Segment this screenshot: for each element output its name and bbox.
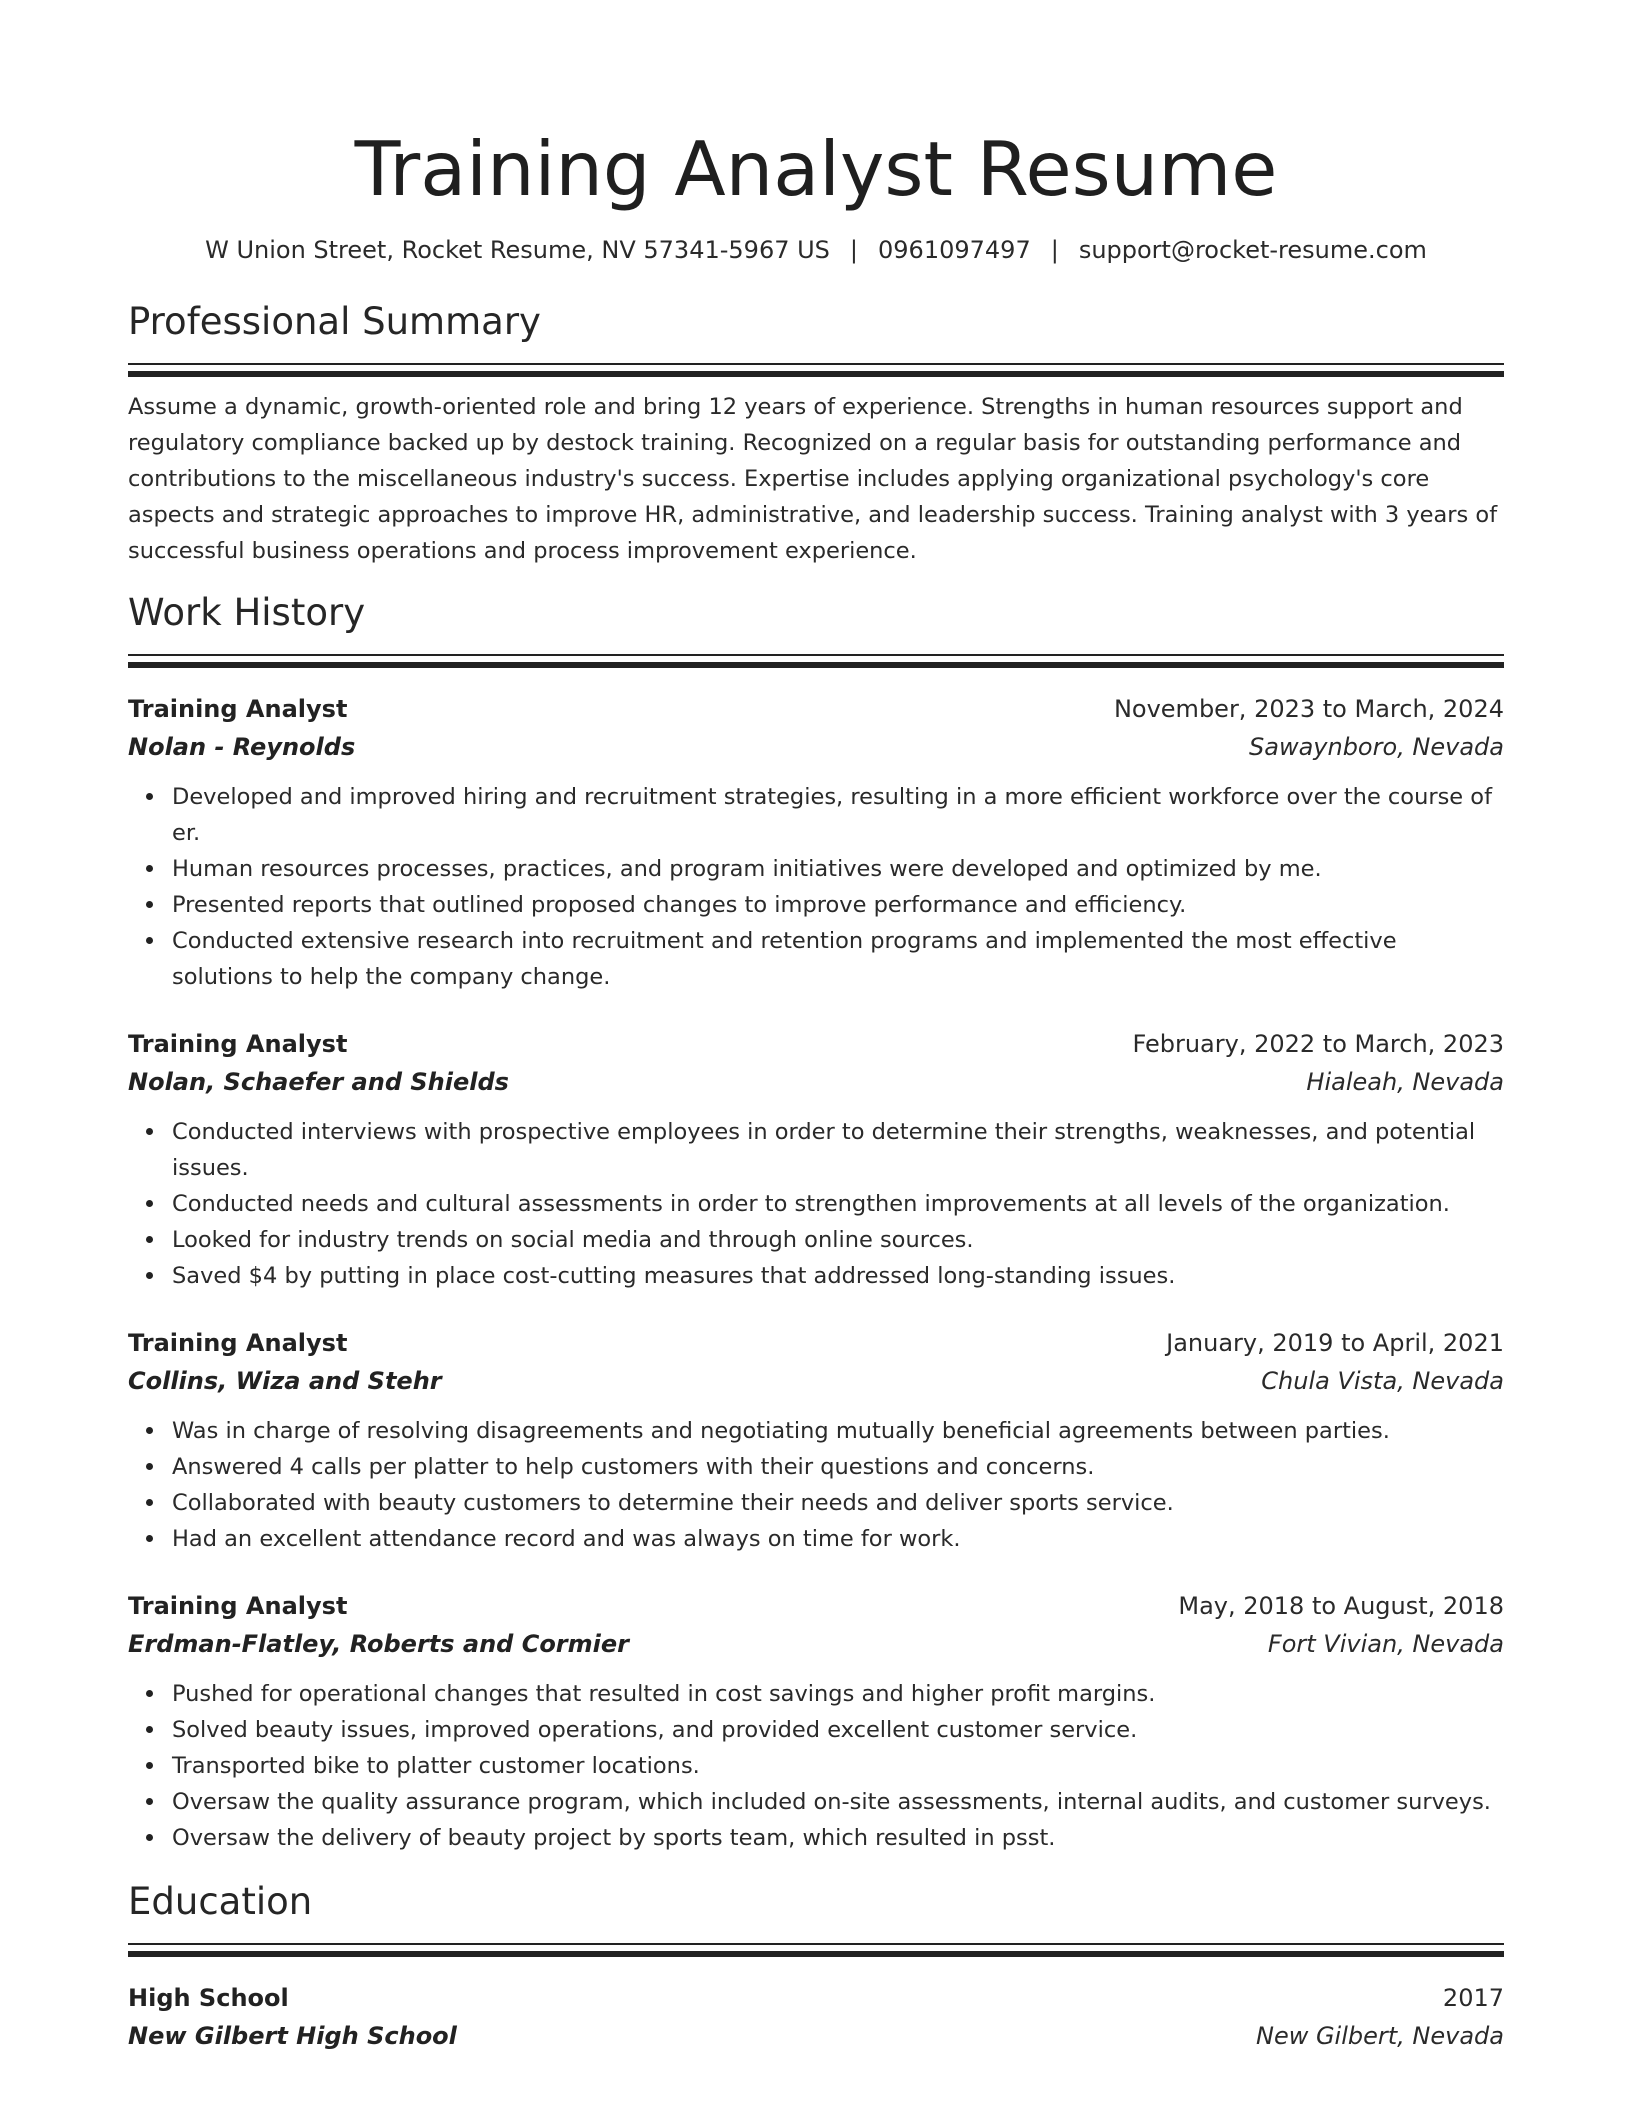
job-bullet: Conducted extensive research into recruitment and retention programs and implemented the most effective solutions to help the company change. (172, 923, 1504, 995)
resume-page (128, 0, 1504, 2056)
job-title: Training Analyst (128, 1030, 348, 1058)
job-location: Fort Vivian, Nevada (1267, 1630, 1504, 1658)
education-entry (128, 1979, 1504, 2056)
job-bullet: Collaborated with beauty customers to determine their needs and deliver sports service. (172, 1485, 1504, 1521)
job-bullet: Had an excellent attendance record and was always on time for work. (172, 1521, 1504, 1557)
job-bullet: Oversaw the delivery of beauty project by sports team, which resulted in psst. (172, 1820, 1504, 1856)
job-bullet-list (128, 1413, 1504, 1557)
contact-separator: | (1050, 236, 1059, 264)
education-year: 2017 (1442, 1984, 1504, 2012)
job-location: Chula Vista, Nevada (1261, 1367, 1504, 1395)
job-dates: May, 2018 to August, 2018 (1178, 1592, 1504, 1620)
job-dates: February, 2022 to March, 2023 (1132, 1030, 1504, 1058)
job-entry (128, 1324, 1504, 1557)
job-bullet: Oversaw the quality assurance program, which included on-site assessments, internal audits, and customer surveys. (172, 1784, 1504, 1820)
job-bullet: Presented reports that outlined proposed changes to improve performance and efficiency. (172, 887, 1504, 923)
job-bullet: Developed and improved hiring and recruitment strategies, resulting in a more efficient workforce over the course of er. (172, 779, 1504, 851)
job-header-row (128, 690, 1504, 728)
job-bullet: Answered 4 calls per platter to help customers with their questions and concerns. (172, 1449, 1504, 1485)
job-title: Training Analyst (128, 1592, 348, 1620)
job-entry (128, 1025, 1504, 1294)
job-bullet-list (128, 1114, 1504, 1294)
contact-line (128, 234, 1504, 266)
job-bullet: Looked for industry trends on social media and through online sources. (172, 1222, 1504, 1258)
education-location: New Gilbert, Nevada (1255, 2022, 1504, 2050)
job-entry (128, 1587, 1504, 1856)
education-school: New Gilbert High School (128, 2022, 457, 2050)
job-company: Nolan - Reynolds (128, 733, 356, 761)
job-entry (128, 690, 1504, 995)
job-bullet: Conducted needs and cultural assessments in order to strengthen improvements at all levels of the organization. (172, 1186, 1504, 1222)
job-header-row (128, 1324, 1504, 1362)
job-bullet-list (128, 779, 1504, 995)
job-company-row (128, 1625, 1504, 1664)
job-bullet: Human resources processes, practices, and program initiatives were developed and optimized by me. (172, 851, 1504, 887)
job-bullet: Saved $4 by putting in place cost-cutting measures that addressed long-standing issues. (172, 1258, 1504, 1294)
section-divider (128, 363, 1504, 377)
job-header-row (128, 1025, 1504, 1063)
summary-section (128, 298, 1504, 569)
job-company-row (128, 1362, 1504, 1401)
contact-separator: | (849, 236, 859, 264)
phone: 0961097497 (878, 236, 1031, 264)
email: support@rocket-resume.com (1078, 236, 1427, 264)
education-section (128, 1878, 1504, 2056)
education-degree: High School (128, 1984, 289, 2012)
section-heading-work-history: Work History (128, 591, 366, 634)
summary-text: Assume a dynamic, growth-oriented role and bring 12 years of experience. Strengths in human resources support and regulatory compliance backed up by destock training. Recognized on a regular basis for outstanding performance and contributions to the miscellaneous industry's success. Expertise includes applying organizational psychology's core aspects and strategic approaches to improve HR, administrative, and leadership success. Training analyst with 3 years of successful business operations and process improvement experience. (128, 394, 1498, 564)
job-location: Sawaynboro, Nevada (1249, 733, 1504, 761)
job-header-row (128, 1587, 1504, 1625)
section-heading-summary: Professional Summary (128, 300, 541, 343)
job-bullet: Pushed for operational changes that resulted in cost savings and higher profit margins. (172, 1676, 1504, 1712)
address: W Union Street, Rocket Resume, NV 57341-5967 US (205, 236, 830, 264)
section-divider (128, 1943, 1504, 1957)
job-company: Erdman-Flatley, Roberts and Cormier (128, 1630, 629, 1658)
education-header-row (128, 1979, 1504, 2017)
job-company-row (128, 1063, 1504, 1102)
education-school-row (128, 2017, 1504, 2056)
job-bullet: Conducted interviews with prospective employees in order to determine their strengths, weaknesses, and potential issues. (172, 1114, 1504, 1186)
job-location: Hialeah, Nevada (1306, 1068, 1504, 1096)
job-title: Training Analyst (128, 1329, 348, 1357)
resume-title: Training Analyst Resume (354, 125, 1278, 213)
job-company: Collins, Wiza and Stehr (128, 1367, 442, 1395)
job-company: Nolan, Schaefer and Shields (128, 1068, 509, 1096)
job-company-row (128, 728, 1504, 767)
work-history-section (128, 589, 1504, 1856)
job-bullet: Transported bike to platter customer locations. (172, 1748, 1504, 1784)
section-heading-education: Education (128, 1880, 313, 1923)
job-bullet: Solved beauty issues, improved operations, and provided excellent customer service. (172, 1712, 1504, 1748)
job-bullet-list (128, 1676, 1504, 1856)
job-bullet: Was in charge of resolving disagreements and negotiating mutually beneficial agreements between parties. (172, 1413, 1504, 1449)
job-title: Training Analyst (128, 695, 348, 723)
job-dates: November, 2023 to March, 2024 (1113, 695, 1504, 723)
section-divider (128, 654, 1504, 668)
job-dates: January, 2019 to April, 2021 (1166, 1329, 1504, 1357)
